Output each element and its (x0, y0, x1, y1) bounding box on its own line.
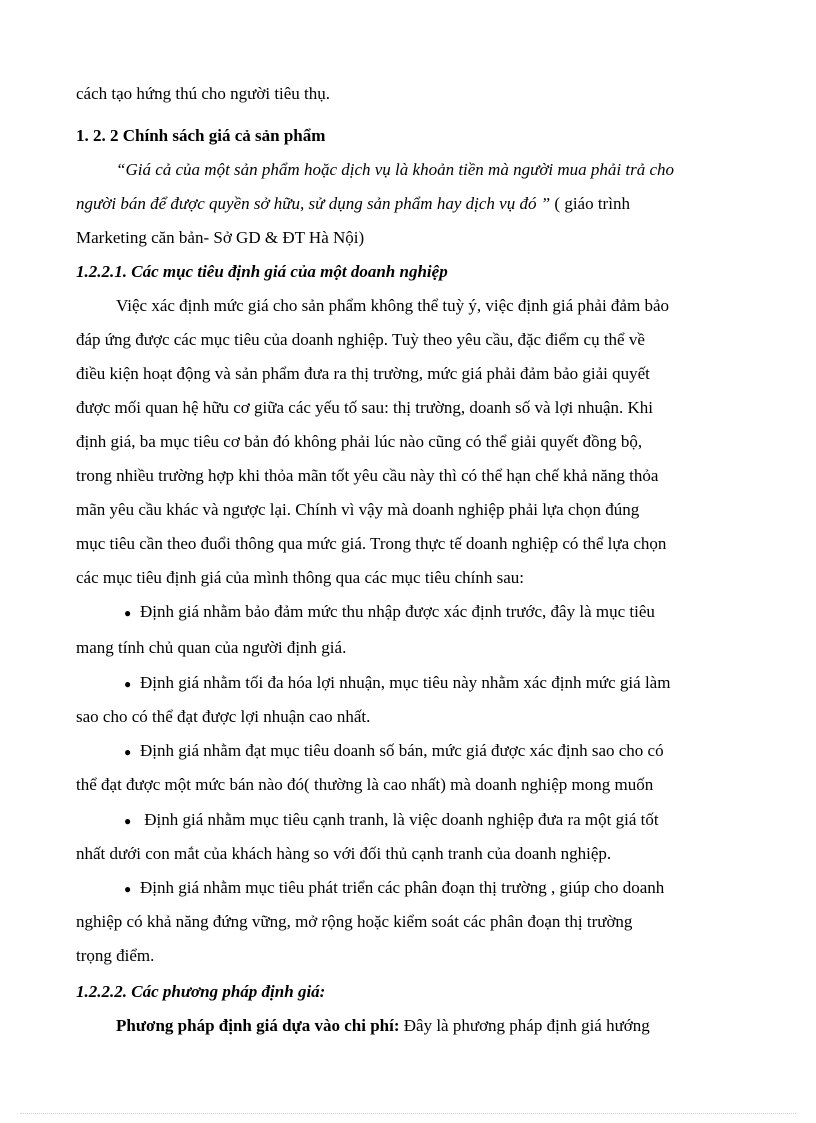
paragraph-line: trong nhiều trường hợp khi thỏa mãn tốt yêu cầu này thì có thể hạn chế khả năng thỏa (76, 466, 659, 485)
paragraph-line: đáp ứng được các mục tiêu của doanh nghiệp. Tuỳ theo yêu cầu, đặc điểm cụ thể về (76, 330, 645, 349)
paragraph-line: mục tiêu cần theo đuổi thông qua mức giá. Trong thực tế doanh nghiệp có thể lựa chọn (76, 534, 667, 553)
bullet-text: Định giá nhằm mục tiêu cạnh tranh, là việc doanh nghiệp đưa ra một giá tốt (140, 810, 659, 829)
quote-line: “Giá cả của một sản phẩm hoặc dịch vụ là khoản tiền mà người mua phải trả cho (116, 160, 675, 179)
method-term: Phương pháp định giá dựa vào chi phí: (116, 1016, 400, 1035)
paragraph-line: nghiệp có khả năng đứng vững, mở rộng hoặc kiểm soát các phân đoạn thị trường (76, 912, 633, 931)
paragraph-line: sao cho có thể đạt được lợi nhuận cao nhất. (76, 707, 371, 726)
bullet-icon: ● (124, 882, 132, 897)
source-citation: ( giáo trình (550, 194, 630, 213)
bullet-item (124, 672, 670, 695)
paragraph-line: cách tạo hứng thú cho người tiêu thụ. (76, 84, 331, 103)
paragraph-line: mang tính chủ quan của người định giá. (76, 638, 347, 657)
paragraph-line (116, 1015, 650, 1037)
paragraph-line: các mục tiêu định giá của mình thông qua các mục tiêu chính sau: (76, 568, 524, 587)
section-heading: 1. 2. 2 Chính sách giá cả sản phẩm (76, 126, 326, 145)
paragraph-line: Việc xác định mức giá cho sản phẩm không thể tuỳ ý, việc định giá phải đảm bảo (116, 296, 669, 315)
paragraph-line: trọng điểm. (76, 946, 155, 965)
bullet-item (124, 601, 655, 624)
bullet-icon: ● (124, 745, 132, 760)
paragraph-line: thể đạt được một mức bán nào đó( thường là cao nhất) mà doanh nghiệp mong muốn (76, 775, 654, 794)
bullet-item (124, 877, 664, 900)
paragraph-line: nhất dưới con mắt của khách hàng so với đối thủ cạnh tranh của doanh nghiệp. (76, 844, 612, 863)
bullet-item (124, 740, 664, 763)
bullet-text: Định giá nhằm đạt mục tiêu doanh số bán, mức giá được xác định sao cho có (140, 741, 664, 760)
method-description: Đây là phương pháp định giá hướng (399, 1016, 650, 1035)
bullet-item (124, 809, 659, 832)
paragraph-line: định giá, ba mục tiêu cơ bản đó không phải lúc nào cũng có thể giải quyết đồng bộ, (76, 432, 643, 451)
bullet-icon: ● (124, 814, 132, 829)
paragraph-line: được mối quan hệ hữu cơ giữa các yếu tố sau: thị trường, doanh số và lợi nhuận. Khi (76, 398, 654, 417)
paragraph-line: mãn yêu cầu khác và ngược lại. Chính vì vậy mà doanh nghiệp phải lựa chọn đúng (76, 500, 640, 519)
paragraph-line: điều kiện hoạt động và sản phẩm đưa ra thị trường, mức giá phải đảm bảo giải quyết (76, 364, 650, 383)
bullet-text: Định giá nhằm bảo đảm mức thu nhập được xác định trước, đây là mục tiêu (140, 602, 655, 621)
bullet-text: Định giá nhằm mục tiêu phát triển các phân đoạn thị trường , giúp cho doanh (140, 878, 665, 897)
source-citation: Marketing căn bản- Sở GD & ĐT Hà Nội) (76, 228, 365, 247)
bullet-text: Định giá nhằm tối đa hóa lợi nhuận, mục tiêu này nhằm xác định mức giá làm (140, 673, 671, 692)
bullet-icon: ● (124, 606, 132, 621)
bullet-icon: ● (124, 677, 132, 692)
subsection-heading: 1.2.2.2. Các phương pháp định giá: (76, 982, 326, 1001)
quote-line-with-source (76, 193, 630, 215)
page-bottom-divider (20, 1113, 796, 1114)
subsection-heading: 1.2.2.1. Các mục tiêu định giá của một doanh nghiệp (76, 262, 448, 281)
quote-text: người bán để được quyền sở hữu, sử dụng sản phẩm hay dịch vụ đó ” (76, 194, 551, 213)
